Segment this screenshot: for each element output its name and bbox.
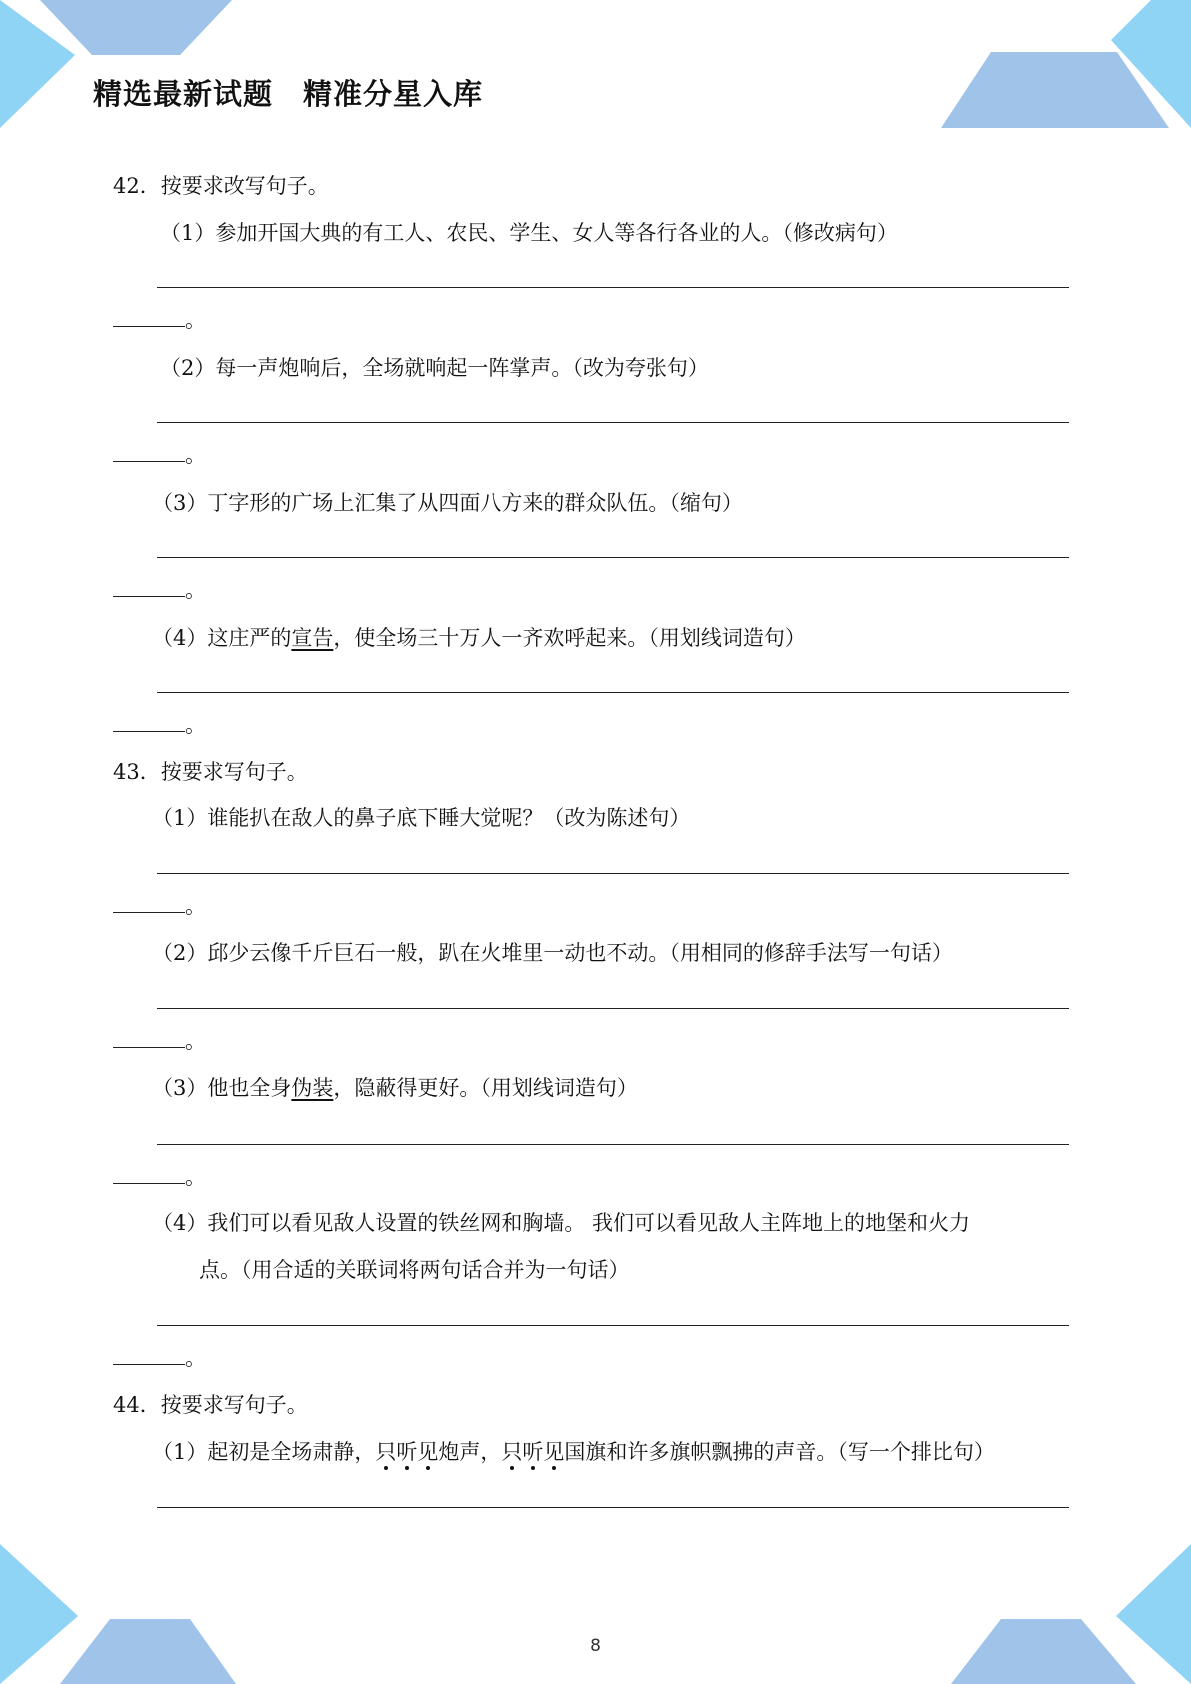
emphasis-dot-char: 见 xyxy=(543,1440,565,1464)
answer-line-end: 。 xyxy=(113,1029,206,1053)
answer-line xyxy=(157,1507,1069,1508)
underlined-word: 伪装 xyxy=(291,1076,334,1100)
answer-line-end: 。 xyxy=(113,578,206,602)
emphasis-dot-char: 听 xyxy=(396,1440,418,1464)
top-right-decoration xyxy=(931,0,1191,130)
answer-line xyxy=(157,1008,1069,1009)
answer-line xyxy=(157,287,1069,288)
answer-line xyxy=(157,1325,1069,1326)
emphasis-dot-char: 只 xyxy=(501,1440,523,1464)
emphasis-dot-char: 只 xyxy=(375,1440,397,1464)
answer-line-end: 。 xyxy=(113,443,206,467)
answer-line xyxy=(157,557,1069,558)
header-title: 精选最新试题 精准分星入库 xyxy=(93,77,484,111)
question-42-item-1: （1）参加开国大典的有工人、农民、学生、女人等各行各业的人。（修改病句） xyxy=(160,221,898,245)
answer-line xyxy=(157,873,1069,874)
bottom-right-decoration xyxy=(931,1544,1191,1684)
question-42-item-2: （2）每一声炮响后，全场就响起一阵掌声。（改为夸张句） xyxy=(160,356,709,380)
question-43-item-1: （1）谁能扒在敌人的鼻子底下睡大觉呢？（改为陈述句） xyxy=(152,806,691,830)
answer-line xyxy=(157,1144,1069,1145)
question-42-item-4: （4）这庄严的宣告，使全场三十万人一齐欢呼起来。（用划线词造句） xyxy=(152,626,806,650)
answer-line-end: 。 xyxy=(113,1165,206,1189)
question-43-item-4-line-2: 点。（用合适的关联词将两句话合并为一句话） xyxy=(199,1258,630,1282)
emphasis-dot-char: 见 xyxy=(417,1440,439,1464)
answer-line xyxy=(157,422,1069,423)
question-44-title: 44．按要求写句子。 xyxy=(113,1393,308,1417)
page-number: 8 xyxy=(590,1636,601,1656)
emphasis-dot-char: 听 xyxy=(522,1440,544,1464)
question-42-title: 42．按要求改写句子。 xyxy=(113,174,329,198)
answer-line-end: 。 xyxy=(113,308,206,332)
answer-line xyxy=(157,692,1069,693)
bottom-left-decoration xyxy=(0,1544,260,1684)
answer-line-end: 。 xyxy=(113,894,206,918)
question-43-item-2: （2）邱少云像千斤巨石一般，趴在火堆里一动也不动。（用相同的修辞手法写一句话） xyxy=(152,941,953,965)
question-43-title: 43．按要求写句子。 xyxy=(113,760,308,784)
question-43-item-3: （3）他也全身伪装，隐蔽得更好。（用划线词造句） xyxy=(152,1076,638,1100)
question-42-item-3: （3）丁字形的广场上汇集了从四面八方来的群众队伍。（缩句） xyxy=(152,491,743,515)
question-44-item-1: （1）起初是全场肃静，只听见炮声，只听见国旗和许多旗帜飘拂的声音。（写一个排比句） xyxy=(152,1440,995,1464)
question-43-item-4-line-1: （4）我们可以看见敌人设置的铁丝网和胸墙。 我们可以看见敌人主阵地上的地堡和火力 xyxy=(152,1211,971,1235)
underlined-word: 宣告 xyxy=(291,626,334,650)
answer-line-end: 。 xyxy=(113,713,206,737)
answer-line-end: 。 xyxy=(113,1346,206,1370)
